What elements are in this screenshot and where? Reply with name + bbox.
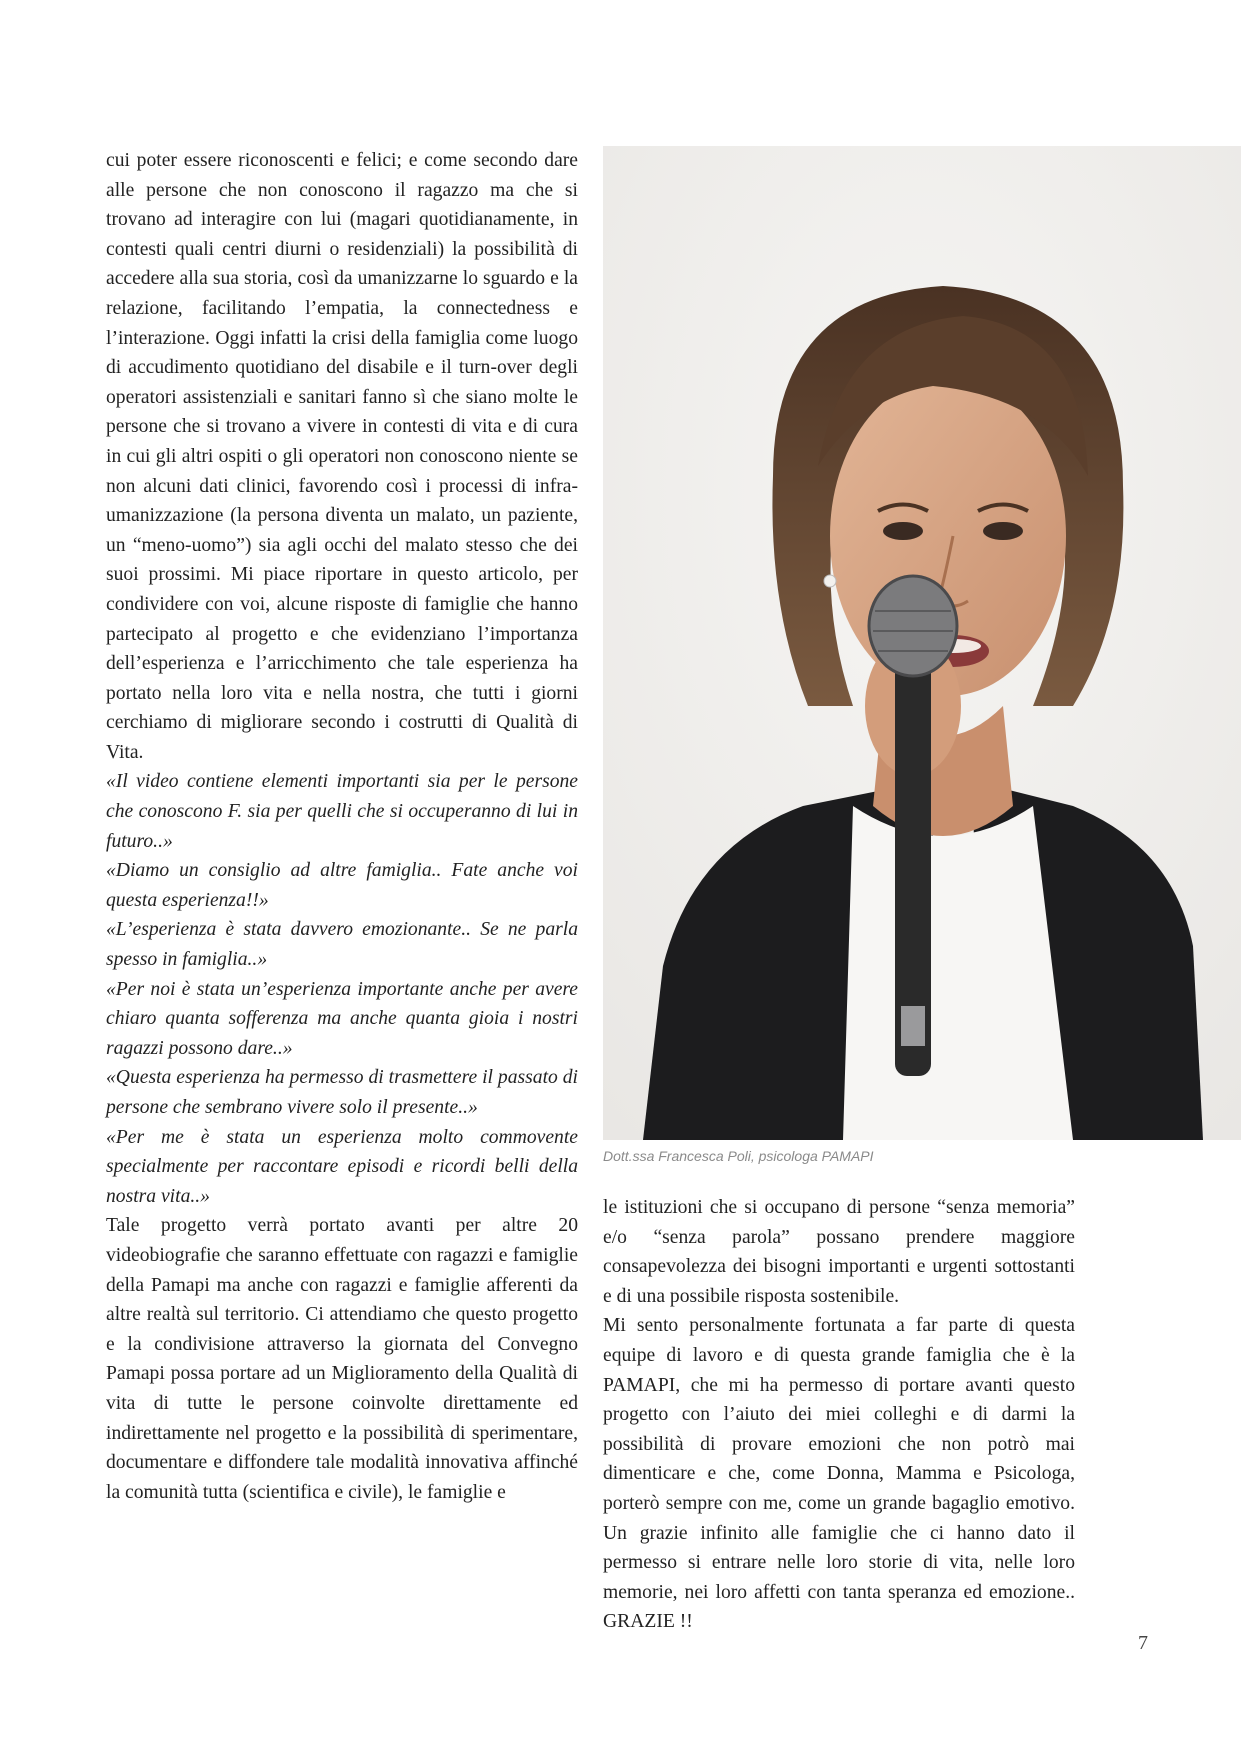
speaker-illustration (603, 146, 1241, 1140)
page-number: 7 (1138, 1632, 1148, 1654)
right-paragraph-1: le istituzioni che si occupano di persone “senza memoria” e/o “senza parola” possano prendere maggiore consapevolezza dei bisogni importanti e urgenti sottostanti e di una possibile risposta sostenibile. (603, 1197, 1075, 1307)
left-paragraph-2: Tale progetto verrà portato avanti per altre 20 videobiografie che saranno effettuate con ragazzi e famiglie della Pamapi ma anche con ragazzi e famiglie afferenti da altre realtà sul territorio. Ci attendiamo che questo progetto e la condivisione attraverso la giornata del Convegno Pamapi possa portare ad un Miglioramento della Qualità di vita di tutte le persone coinvolte direttamente ed indirettamente nel progetto e la possibilità di sperimentare, documentare e diffondere tale modalità innovativa affinché la comunità tutta (scientifica e civile), le famiglie e (106, 1215, 578, 1503)
left-paragraph-1: cui poter essere riconoscenti e felici; e come secondo dare alle persone che non conoscono il ragazzo ma che si trovano ad interagire con lui (magari quotidianamente, in contesti quali centri diurni o residenziali) la possibilità di accedere alla sua storia, così da umanizzarne lo sguardo e la relazione, facilitando l’empatia, la connectedness e l’interazione. Oggi infatti la crisi della famiglia come luogo di accudimento quotidiano del disabile e il turn-over degli operatori assistenziali e sanitari fanno sì che siano molte le persone che si trovano a vivere in contesti di vita e di cura in cui gli altri ospiti o gli operatori non conoscono niente se non alcuni dati clinici, favorendo così i processi di infra-umanizzazione (la persona diventa un malato, un paziente, un “meno-uomo”) sia agli occhi del malato stesso che dei suoi prossimi. Mi piace riportare in questo articolo, per condividere con voi, alcune risposte di famiglie che hanno partecipato al progetto e che evidenziano l’importanza dell’esperienza e l’arricchimento che tale esperienza ha portato nella loro vita e nella nostra, che tutti i giorni cerchiamo di migliorare secondo i costrutti di Qualità di Vita. (106, 150, 578, 763)
left-column (106, 146, 578, 1507)
quote-4: «Per noi è stata un’esperienza importante anche per avere chiaro quanta sofferenza ma anche quanta gioia i nostri ragazzi possono dare..» (106, 978, 578, 1059)
quote-1: «Il video contiene elementi importanti sia per le persone che conoscono F. sia per quelli che si occuperanno di lui in futuro..» (106, 771, 578, 852)
quote-5: «Questa esperienza ha permesso di trasmettere il passato di persone che sembrano vivere solo il presente..» (106, 1067, 578, 1118)
photo-caption: Dott.ssa Francesca Poli, psicologa PAMAPI (603, 1148, 874, 1164)
right-column (603, 1193, 1075, 1637)
quote-6: «Per me è stata un esperienza molto commovente specialmente per raccontare episodi e ricordi belli della nostra vita..» (106, 1126, 578, 1207)
quote-2: «Diamo un consiglio ad altre famiglia.. Fate anche voi questa esperienza!!» (106, 860, 578, 911)
speaker-photo (603, 146, 1241, 1140)
right-paragraph-2: Mi sento personalmente fortunata a far parte di questa equipe di lavoro e di questa grande famiglia che è la PAMAPI, che mi ha permesso di portare avanti questo progetto con l’aiuto dei miei colleghi e di darmi la possibilità di provare emozioni che non potrò mai dimenticare e che, come Donna, Mamma e Psicologa, porterò sempre con me, come un grande bagaglio emotivo. Un grazie infinito alle famiglie che ci hanno dato il permesso si entrare nelle loro storie di vita, nelle loro memorie, nei loro affetti con tanta speranza ed emozione.. GRAZIE !! (603, 1315, 1075, 1633)
quote-3: «L’esperienza è stata davvero emozionante.. Se ne parla spesso in famiglia..» (106, 919, 578, 971)
